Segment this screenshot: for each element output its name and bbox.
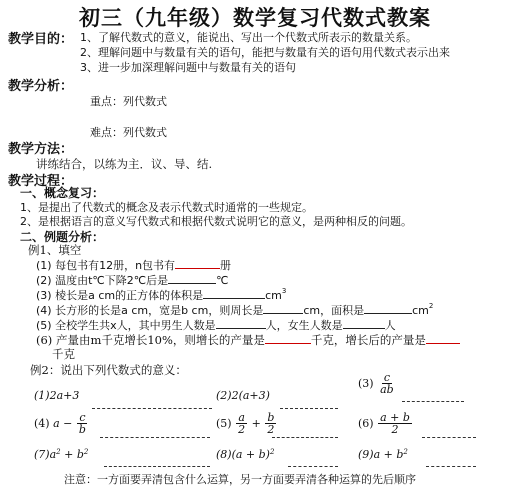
goal-item-3: 3、进一步加深理解问题中与数量有关的语句 [80, 61, 296, 74]
expr-9-base: (9)a + b [358, 448, 404, 461]
expr-4-numerator: c [79, 411, 86, 424]
expr-2 [216, 389, 270, 402]
q6-text-2: 千克，增长后的产量是 [310, 333, 426, 347]
expr-5-numerator-1: a [238, 411, 245, 424]
q1-text: (1) 每包书有12册，n包书有 [36, 259, 176, 272]
section1-title: 一、概念复习： [20, 186, 105, 200]
expr-5-plus: + [251, 417, 261, 430]
q5-text-2: 人，女生人数是 [265, 319, 343, 332]
expr-4-fraction [77, 412, 88, 435]
expr-6-answer-line [422, 427, 476, 438]
q3-blank [203, 287, 265, 299]
expr-7-exp-2: 2 [83, 448, 89, 456]
q3-exponent: 3 [281, 287, 287, 295]
expr-4 [34, 412, 89, 435]
q6-blank-2 [426, 332, 460, 344]
section2-title: 二、例题分析： [20, 230, 105, 244]
q2-blank [168, 272, 216, 284]
section1-item-1: 1、是提出了代数式的概念及表示代数式时通常的一些规定。 [20, 201, 313, 214]
expr-9-exp: 2 [403, 448, 408, 456]
goal-item-1: 1、了解代数式的意义，能说出、写出一个代数式所表示的数量关系。 [80, 31, 417, 44]
example2-label: 例2：说出下列代数式的意义： [30, 363, 187, 377]
q4-blank-2 [364, 302, 412, 314]
expr-9 [358, 448, 408, 461]
q6-blank-1 [265, 332, 311, 344]
q3-unit: cm [265, 289, 282, 302]
expr-2-text: (2)2(a+3) [216, 389, 270, 402]
expr-5-index: (5) [216, 417, 232, 430]
q5-blank-1 [216, 317, 266, 329]
expr-7-rest: + b [64, 448, 84, 461]
analysis-difficulty: 难点：列代数式 [90, 126, 167, 139]
expr-3-denominator: ab [380, 383, 394, 396]
expr-6-fraction [378, 412, 412, 435]
q5-text: (5) 全校学生共x人，其中男生人数是 [36, 319, 216, 332]
ex1-question-5 [36, 317, 396, 333]
q4-text-2: cm，面积是 [303, 304, 365, 317]
section1-item-2: 2、是根据语言的意义写代数式和根据代数式说明它的意义，是两种相反的问题。 [20, 215, 412, 228]
expr-6 [358, 412, 413, 435]
expr-4-index: (4) [34, 417, 50, 430]
process-heading: 教学过程： [8, 174, 74, 189]
expr-8-answer-line [288, 456, 338, 467]
expr-5-fraction-1 [236, 412, 247, 435]
expr-5 [216, 412, 277, 435]
expr-7-base: (7)a [34, 448, 57, 461]
note-text: 注意：一方面要弄清包含什么运算，另一方面要弄清各种运算的先后顺序 [64, 473, 416, 486]
q1-unit: 册 [220, 259, 232, 272]
expr-8 [216, 448, 274, 461]
expr-7-answer-line [104, 456, 210, 467]
expr-3-index: (3) [358, 377, 374, 390]
expr-3-answer-line [402, 391, 464, 402]
expr-5-denominator-2: 2 [267, 423, 275, 436]
analysis-key-point: 重点：列代数式 [90, 95, 167, 108]
q1-blank [175, 257, 220, 269]
example1-label: 例1、填空 [28, 243, 82, 257]
expr-3-numerator: c [383, 371, 390, 384]
ex1-question-6 [36, 332, 460, 348]
goal-item-2: 2、理解问题中与数量有关的语句，能把与数量有关的语句用代数式表示出来 [80, 46, 450, 59]
expr-7-exp-1: 2 [56, 448, 61, 456]
q3-text: (3) 棱长是a cm的正方体的体积是 [36, 289, 204, 302]
q6-text: (6) 产量由m千克增长10%，则增长的产量是 [36, 333, 265, 347]
q4-unit: cm [412, 304, 429, 317]
expr-5-answer-line [272, 427, 338, 438]
expr-4-answer-line [100, 427, 210, 438]
expr-8-exp: 2 [269, 448, 275, 456]
expr-6-index: (6) [358, 417, 374, 430]
expr-2-answer-line [280, 398, 338, 409]
q2-unit: ℃ [216, 274, 229, 287]
q4-blank-1 [263, 302, 303, 314]
expr-4-denominator: b [78, 423, 86, 436]
expr-3-fraction [378, 372, 396, 395]
q6-unit: 千克 [52, 347, 75, 361]
analysis-heading: 教学分析： [8, 79, 74, 94]
expr-1-answer-line [92, 398, 212, 409]
expr-4-lead: a − [53, 417, 73, 430]
ex1-question-3 [36, 287, 286, 303]
q2-text: (2) 温度由t℃下降2℃后是 [36, 274, 169, 287]
q5-unit: 人 [384, 319, 396, 332]
expr-6-numerator: a + b [380, 411, 410, 424]
expr-1 [34, 389, 79, 402]
expr-5-denominator-1: 2 [238, 423, 246, 436]
ex1-question-2 [36, 272, 228, 288]
expr-8-base: (8)(a + b) [216, 448, 270, 461]
page-title: 初三（九年级）数学复习代数式教案 [79, 5, 431, 30]
method-text: 讲练结合，以练为主．议、导、结. [36, 157, 213, 171]
expr-6-denominator: 2 [391, 423, 399, 436]
method-heading: 教学方法： [8, 142, 74, 157]
ex1-question-4 [36, 302, 433, 318]
goals-heading: 教学目的： [8, 32, 74, 47]
q4-text: (4) 长方形的长是a cm，宽是b cm，则周长是 [36, 304, 264, 317]
ex1-question-1 [36, 257, 231, 273]
q4-exponent: 2 [428, 302, 434, 310]
expr-7 [34, 448, 88, 461]
expr-3 [358, 372, 397, 395]
expr-9-answer-line [426, 456, 476, 467]
q5-blank-2 [343, 317, 385, 329]
expr-1-text: (1)2a+3 [34, 389, 80, 402]
expr-5-numerator-2: b [267, 411, 275, 424]
